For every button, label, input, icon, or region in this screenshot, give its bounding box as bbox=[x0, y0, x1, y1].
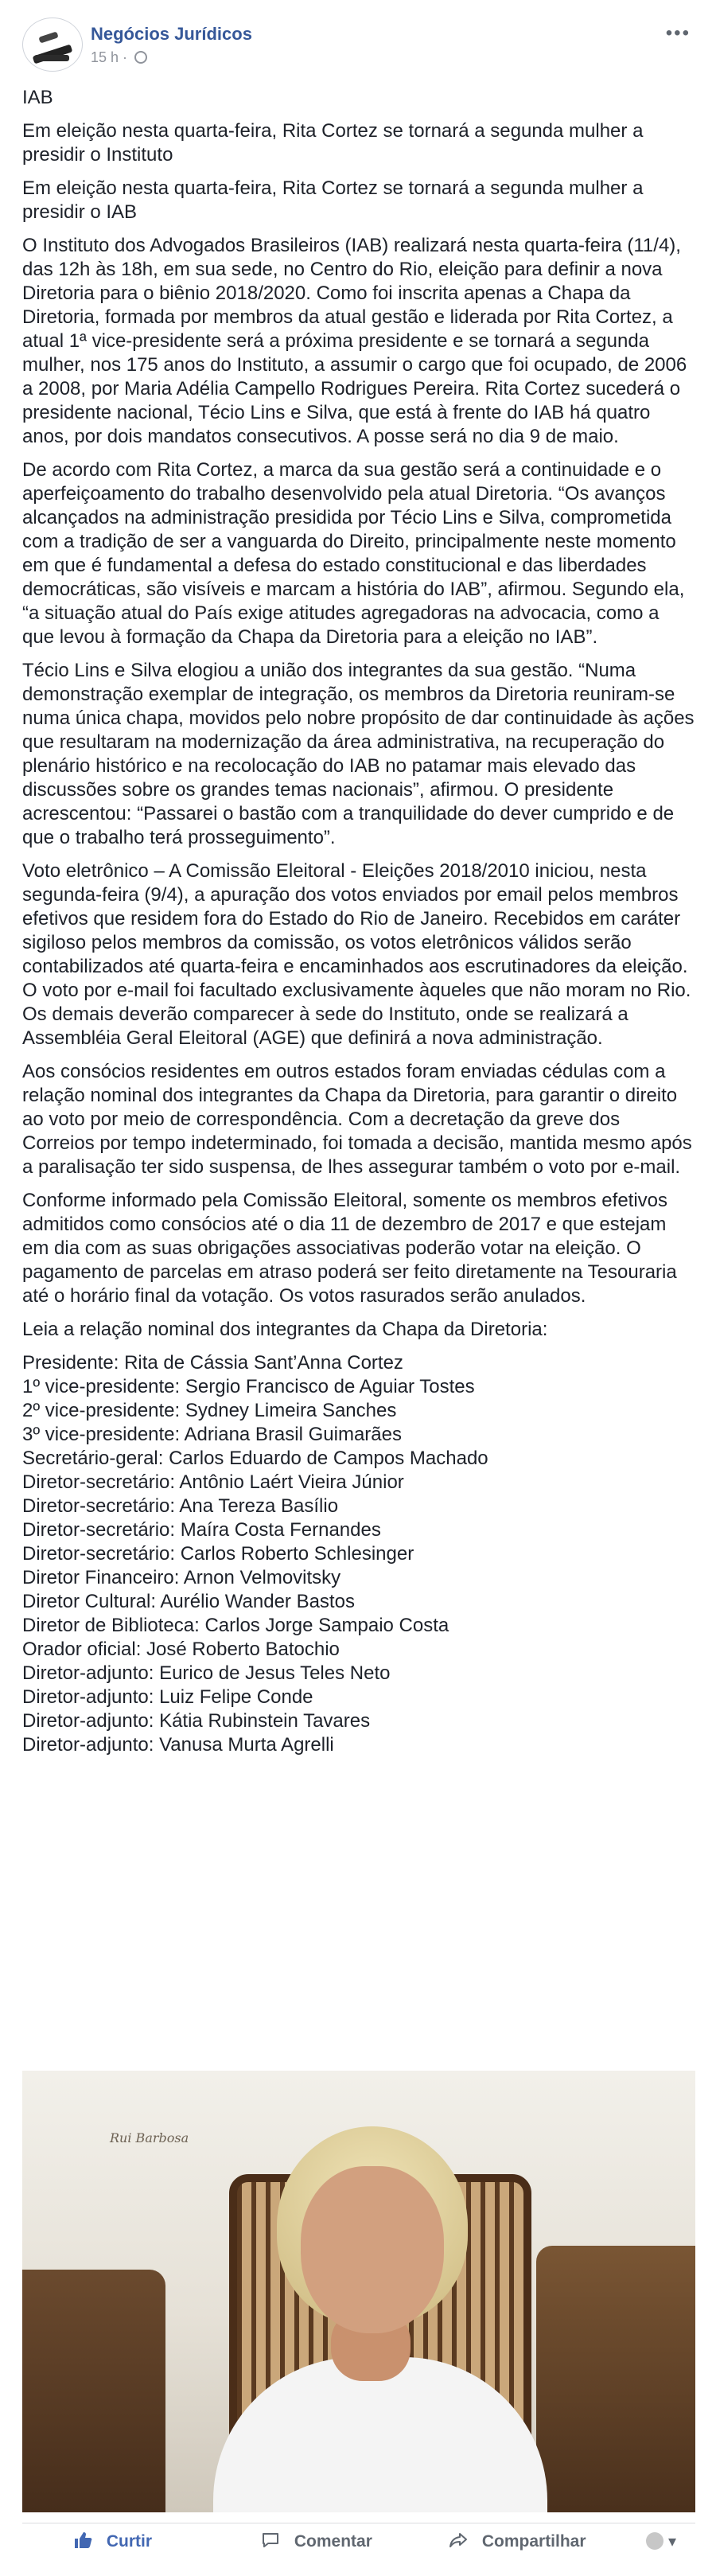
like-button[interactable] bbox=[73, 2531, 152, 2554]
paragraph: Conforme informado pela Comissão Eleitoral, somente os membros efetivos admitidos como consócios até o dia 11 de dezembro de 2017 e que estejam em dia com as suas obrigações associativas poderão votar na eleição. O pagamento de parcelas em atraso poderá ser feito diretamente na Tesouraria até o horário final da votação. Os votos rasurados serão anulados. bbox=[22, 1190, 677, 1307]
chair-left bbox=[22, 2270, 165, 2512]
paragraph: Voto eletrônico – A Comissão Eleitoral - Eleições 2018/2010 iniciou, nesta segunda-feira (9/4), a apuração dos votos enviados por email pelos membros efetivos que residem fora do Estado do Rio de Janeiro. Recebidos em caráter sigiloso pelos membros da comissão, os votos eletrônicos válidos serão contabilizados até quarta-feira e encaminhados aos escrutinadores da eleição. O voto por e-mail foi facultado exclusivamente àqueles que não moram no Rio. Os demais deverão comparecer à sede do Instituto, onde se realizará a Assembléia Geral Eleitoral (AGE) que definirá a nova administração. bbox=[22, 860, 691, 1049]
paragraph: Em eleição nesta quarta-feira, Rita Cortez se tornará a segunda mulher a presidir o IAB bbox=[22, 177, 644, 223]
reaction-selector[interactable] bbox=[646, 2531, 676, 2551]
roster-item: Diretor-adjunto: Kátia Rubinstein Tavares bbox=[22, 1710, 371, 1732]
roster-item: Diretor Cultural: Aurélio Wander Bastos bbox=[22, 1591, 355, 1612]
paragraph: Leia a relação nominal dos integrantes da Chapa da Diretoria: bbox=[22, 1319, 548, 1340]
share-arrow-icon bbox=[449, 2531, 468, 2554]
post-content bbox=[22, 86, 695, 1757]
comment-label: Comentar bbox=[294, 2532, 372, 2551]
roster-item: Presidente: Rita de Cássia Sant’Anna Cortez bbox=[22, 1352, 403, 1374]
paragraph: De acordo com Rita Cortez, a marca da sua gestão será a continuidade e o aperfeiçoamento do trabalho desenvolvido pela atual Diretoria. “Os avanços alcançados na administração presidida por Técio Lins e Silva, comprometida com a tradição de ser a vanguarda do Direito, principalmente neste momento em que é fundamental a defesa do estado constitucional e das liberdades democráticas, são visíveis e marcam a história do IAB”, afirmou. Segundo ela, “a situação atual do País exige atitudes agregadoras na advocacia, como a que levou à formação da Chapa da Diretoria para a eleição no IAB”. bbox=[22, 459, 685, 648]
chevron-down-icon: ▾ bbox=[667, 2533, 676, 2551]
share-label: Compartilhar bbox=[481, 2532, 586, 2551]
gavel-icon bbox=[38, 31, 58, 43]
roster-item: 2º vice-presidente: Sydney Limeira Sanches bbox=[22, 1400, 397, 1421]
globe-icon bbox=[134, 51, 147, 64]
paragraph: O Instituto dos Advogados Brasileiros (IAB) realizará nesta quarta-feira (11/4), das 12h às 18h, em sua sede, no Centro do Rio, eleição para definir a nova Diretoria para o biênio 2018/2020. Como foi inscrita apenas a Chapa da Diretoria, formada por membros da atual gestão e liderada por Rita Cortez, a atual 1ª vice-presidente será a próxima presidente e se tornará a segunda mulher, nos 175 anos do Instituto, a assumir o cargo que foi ocupado, de 2006 a 2008, por Maria Adélia Campello Rodrigues Pereira. Rita Cortez sucederá o presidente nacional, Técio Lins e Silva, que está à frente do IAB há quatro anos, por dois mandatos consecutivos. A posse será no dia 9 de maio. bbox=[22, 235, 687, 447]
roster-item: Diretor de Biblioteca: Carlos Jorge Sampaio Costa bbox=[22, 1615, 449, 1636]
roster-item: Diretor-adjunto: Luiz Felipe Conde bbox=[22, 1686, 313, 1708]
like-label: Curtir bbox=[106, 2532, 153, 2551]
roster-item: Diretor Financeiro: Arnon Velmovitsky bbox=[22, 1567, 341, 1588]
roster-item: Diretor-adjunto: Eurico de Jesus Teles Neto bbox=[22, 1662, 391, 1684]
roster-item: 3º vice-presidente: Adriana Brasil Guimarães bbox=[22, 1424, 402, 1445]
chair-right bbox=[536, 2246, 695, 2512]
post-header bbox=[22, 18, 694, 73]
more-options-icon[interactable]: ••• bbox=[665, 22, 691, 44]
post-photo[interactable] bbox=[22, 2071, 695, 2512]
paragraph: Em eleição nesta quarta-feira, Rita Cortez se tornará a segunda mulher a presidir o Instituto bbox=[22, 120, 644, 166]
paragraph: Técio Lins e Silva elogiou a união dos integrantes da sua gestão. “Numa demonstração exemplar de integração, os membros da Diretoria reuniram-se numa única chapa, movidos pelo nobre propósito de dar continuidade às ações que resultaram na modernização da área administrativa, na recuperação do plenário histórico e na recolocação do IAB no patamar mais elevado das discussões sobre os grandes temas nacionais”, afirmou. O presidente acrescentou: “Passarei o bastão com a tranquilidade do dever cumprido e de que o trabalho terá prosseguimento”. bbox=[22, 660, 695, 848]
post-meta bbox=[91, 49, 147, 66]
post-actions bbox=[22, 2523, 695, 2563]
roster-item: Diretor-secretário: Antônio Laért Vieira Júnior bbox=[22, 1471, 404, 1493]
photo-signature: Rui Barbosa bbox=[110, 2130, 189, 2145]
paragraph: Aos consócios residentes em outros estados foram enviadas cédulas com a relação nominal dos integrantes da Chapa da Diretoria, para garantir o direito ao voto por meio de correspondência. Com a decretação da greve dos Correios por tempo indeterminado, foi tomada a decisão, mantida mesmo após a paralisação ter sido suspensa, de lhes assegurar também o voto por e-mail. bbox=[22, 1061, 692, 1178]
roster-list bbox=[22, 1351, 695, 1757]
reaction-emoji-icon bbox=[646, 2532, 663, 2550]
post-time[interactable]: 15 h · bbox=[91, 49, 128, 65]
share-button[interactable] bbox=[449, 2531, 586, 2554]
gavel-base bbox=[34, 55, 69, 61]
thumbs-up-icon bbox=[73, 2531, 92, 2554]
roster-item: Diretor-adjunto: Vanusa Murta Agrelli bbox=[22, 1734, 334, 1756]
roster-item: 1º vice-presidente: Sergio Francisco de Aguiar Tostes bbox=[22, 1376, 475, 1397]
roster-item: Orador oficial: José Roberto Batochio bbox=[22, 1639, 340, 1660]
roster-item: Diretor-secretário: Ana Tereza Basílio bbox=[22, 1495, 339, 1517]
comment-button[interactable] bbox=[261, 2531, 372, 2554]
roster-item: Diretor-secretário: Maíra Costa Fernandes bbox=[22, 1519, 381, 1541]
roster-item: Diretor-secretário: Carlos Roberto Schlesinger bbox=[22, 1543, 414, 1565]
paragraph: IAB bbox=[22, 87, 53, 108]
page-avatar[interactable] bbox=[22, 18, 83, 72]
person-face bbox=[301, 2166, 444, 2333]
page-name[interactable]: Negócios Jurídicos bbox=[91, 24, 252, 44]
comment-bubble-icon bbox=[261, 2531, 280, 2554]
roster-item: Secretário-geral: Carlos Eduardo de Campos Machado bbox=[22, 1448, 488, 1469]
